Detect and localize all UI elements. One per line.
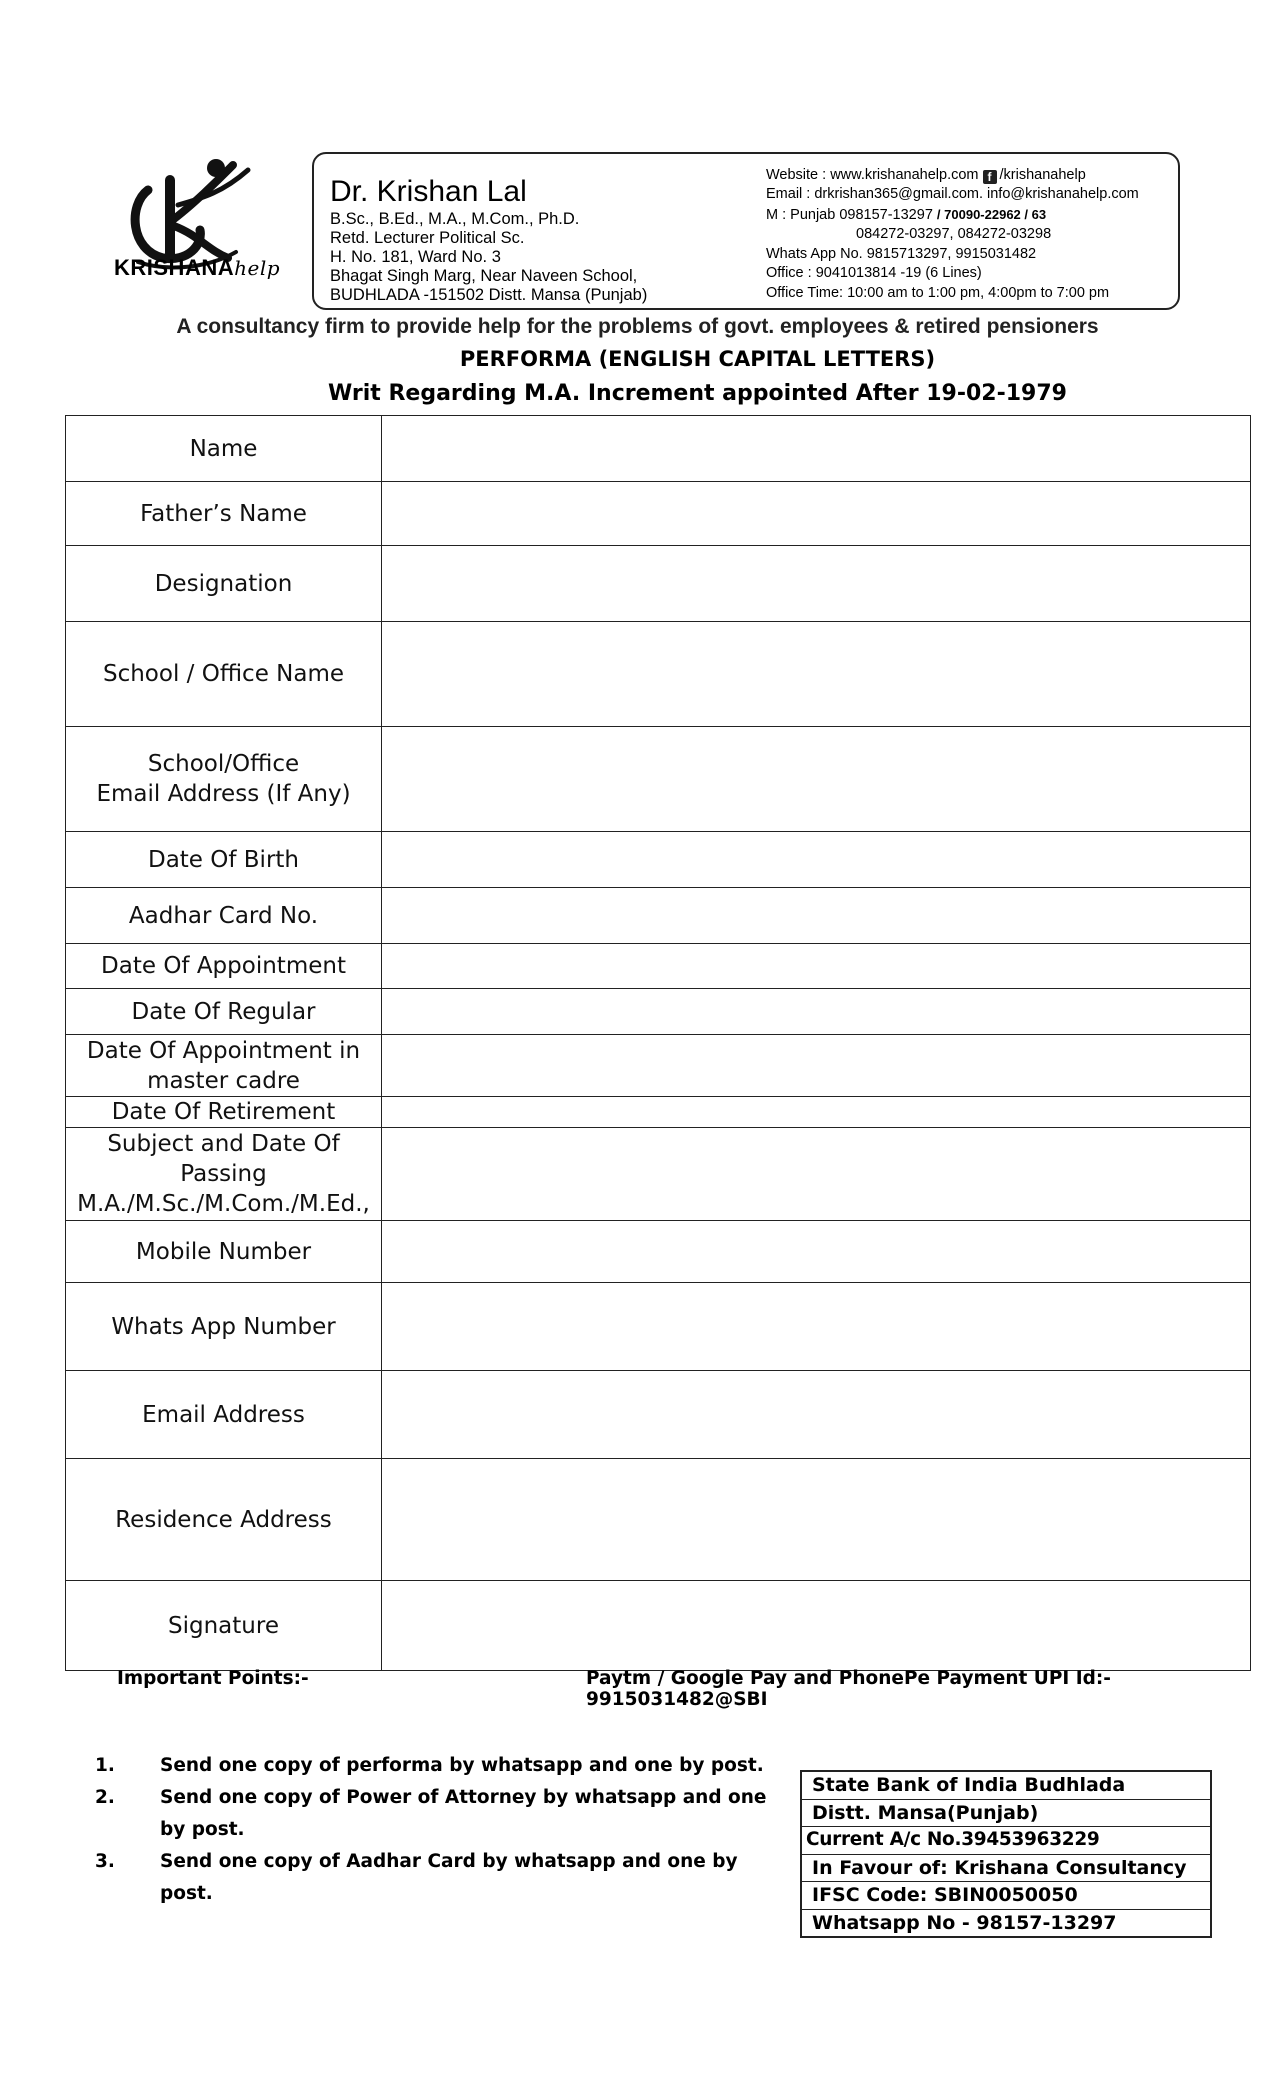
header-mobile-line: M : Punjab 098157-13297 / 70090-22962 / 63 bbox=[766, 207, 1047, 223]
tagline: A consultancy firm to provide help for the problems of govt. employees & retired pensioners bbox=[176, 315, 1099, 338]
bank-favour: In Favour of: Krishana Consultancy bbox=[802, 1855, 1210, 1883]
facebook-icon: f bbox=[983, 170, 997, 184]
form-title: PERFORMA (ENGLISH CAPITAL LETTERS) bbox=[459, 347, 936, 371]
label-name: Name bbox=[189, 435, 258, 462]
header-email: Email : drkrishan365@gmail.com. info@krishanahelp.com bbox=[766, 186, 1139, 202]
logo-text: KRISHANAhelp bbox=[114, 255, 281, 280]
field-master-cadre[interactable] bbox=[382, 1035, 1251, 1097]
form-subtitle: Writ Regarding M.A. Increment appointed After 19-02-1979 bbox=[328, 381, 1067, 406]
label-school-office-name: School / Office Name bbox=[102, 661, 345, 687]
field-whatsapp[interactable] bbox=[382, 1283, 1251, 1371]
bank-account: Current A/c No.39453963229 bbox=[802, 1827, 1210, 1855]
bank-details-box bbox=[800, 1770, 1212, 1938]
label-subject-passing: Subject and Date Of Passing M.A./M.Sc./M.Com./M.Ed., bbox=[77, 1131, 370, 1217]
form-row-email bbox=[66, 1371, 1251, 1459]
important-points-label: Important Points:- bbox=[117, 1668, 309, 1689]
header-house: H. No. 181, Ward No. 3 bbox=[330, 248, 501, 266]
bank-whatsapp: Whatsapp No - 98157-13297 bbox=[812, 1911, 1117, 1934]
bank-district: Distt. Mansa(Punjab) bbox=[802, 1800, 1210, 1828]
website-text[interactable]: Website : www.krishanahelp.com bbox=[766, 167, 979, 183]
label-office-email: School/Office Email Address (If Any) bbox=[96, 751, 351, 807]
header-city: BUDHLADA -151502 Distt. Mansa (Punjab) bbox=[330, 286, 648, 304]
field-residence[interactable] bbox=[382, 1459, 1251, 1581]
list-item: 2. Send one copy of Power of Attorney by whatsapp and one by post. bbox=[95, 1787, 767, 1840]
field-subject-passing[interactable] bbox=[382, 1128, 1251, 1221]
header-whatsapp: Whats App No. 9815713297, 9915031482 bbox=[766, 246, 1037, 262]
label-master-cadre: Date Of Appointment in master cadre bbox=[86, 1037, 361, 1094]
form-row-residence bbox=[66, 1459, 1251, 1581]
header-office-phone: Office : 9041013814 -19 (6 Lines) bbox=[766, 265, 982, 281]
header-office-time: Office Time: 10:00 am to 1:00 pm, 4:00pm to 7:00 pm bbox=[766, 285, 1110, 301]
bank-name: State Bank of India Budhlada bbox=[802, 1772, 1210, 1800]
form-row-date-of-birth bbox=[66, 832, 1251, 888]
field-name[interactable] bbox=[382, 416, 1251, 482]
label-date-of-birth: Date Of Birth bbox=[147, 846, 300, 873]
field-designation[interactable] bbox=[382, 546, 1251, 622]
form-row-designation bbox=[66, 546, 1251, 622]
form-row-date-of-regular bbox=[66, 989, 1251, 1035]
upi-payment-id: Paytm / Google Pay and PhonePe Payment UPI Id:- 9915031482@SBI bbox=[586, 1668, 1111, 1710]
header-website-line bbox=[766, 166, 1086, 186]
label-date-of-regular: Date Of Regular bbox=[131, 998, 316, 1025]
header-name: Dr. Krishan Lal bbox=[330, 175, 527, 208]
form-row-mobile bbox=[66, 1221, 1251, 1283]
field-date-of-birth[interactable] bbox=[382, 832, 1251, 888]
label-residence: Residence Address bbox=[115, 1506, 332, 1533]
important-points-list bbox=[92, 1750, 772, 1910]
field-date-of-regular[interactable] bbox=[382, 989, 1251, 1035]
form-row-subject-passing bbox=[66, 1128, 1251, 1221]
field-email[interactable] bbox=[382, 1371, 1251, 1459]
performa-form-table bbox=[65, 415, 1251, 1671]
header-designation: Retd. Lecturer Political Sc. bbox=[330, 229, 525, 247]
field-office-email[interactable] bbox=[382, 727, 1251, 832]
field-aadhar[interactable] bbox=[382, 888, 1251, 944]
label-signature: Signature bbox=[168, 1612, 279, 1639]
form-row-fathers-name bbox=[66, 482, 1251, 546]
form-row-office-email bbox=[66, 727, 1251, 832]
form-row-whatsapp bbox=[66, 1283, 1251, 1371]
field-school-office-name[interactable] bbox=[382, 622, 1251, 727]
bank-ifsc: IFSC Code: SBIN0050050 bbox=[802, 1882, 1210, 1910]
field-mobile[interactable] bbox=[382, 1221, 1251, 1283]
facebook-handle[interactable]: /krishanahelp bbox=[999, 167, 1086, 183]
form-row-date-of-appointment bbox=[66, 944, 1251, 989]
header-street: Bhagat Singh Marg, Near Naveen School, bbox=[330, 267, 638, 285]
header-qualification: B.Sc., B.Ed., M.A., M.Com., Ph.D. bbox=[330, 210, 580, 228]
list-item: 1. Send one copy of performa by whatsapp and one by post. bbox=[95, 1755, 764, 1776]
label-mobile: Mobile Number bbox=[135, 1238, 312, 1265]
field-fathers-name[interactable] bbox=[382, 482, 1251, 546]
label-fathers-name: Father’s Name bbox=[140, 500, 307, 527]
header-landline: 084272-03297, 084272-03298 bbox=[856, 226, 1052, 242]
list-item: 3. Send one copy of Aadhar Card by whatsapp and one by post. bbox=[95, 1851, 738, 1904]
field-date-of-retirement[interactable] bbox=[382, 1097, 1251, 1128]
label-email: Email Address bbox=[142, 1401, 305, 1428]
form-row-name bbox=[66, 416, 1251, 482]
label-aadhar: Aadhar Card No. bbox=[128, 902, 319, 929]
label-date-of-appointment: Date Of Appointment bbox=[101, 953, 346, 979]
field-signature[interactable] bbox=[382, 1581, 1251, 1671]
label-designation: Designation bbox=[154, 570, 293, 597]
form-row-date-of-retirement bbox=[66, 1097, 1251, 1128]
form-row-aadhar bbox=[66, 888, 1251, 944]
label-whatsapp: Whats App Number bbox=[111, 1313, 336, 1340]
form-row-signature bbox=[66, 1581, 1251, 1671]
field-date-of-appointment[interactable] bbox=[382, 944, 1251, 989]
label-date-of-retirement: Date Of Retirement bbox=[111, 1099, 336, 1125]
form-row-school-office-name bbox=[66, 622, 1251, 727]
form-row-master-cadre bbox=[66, 1035, 1251, 1097]
